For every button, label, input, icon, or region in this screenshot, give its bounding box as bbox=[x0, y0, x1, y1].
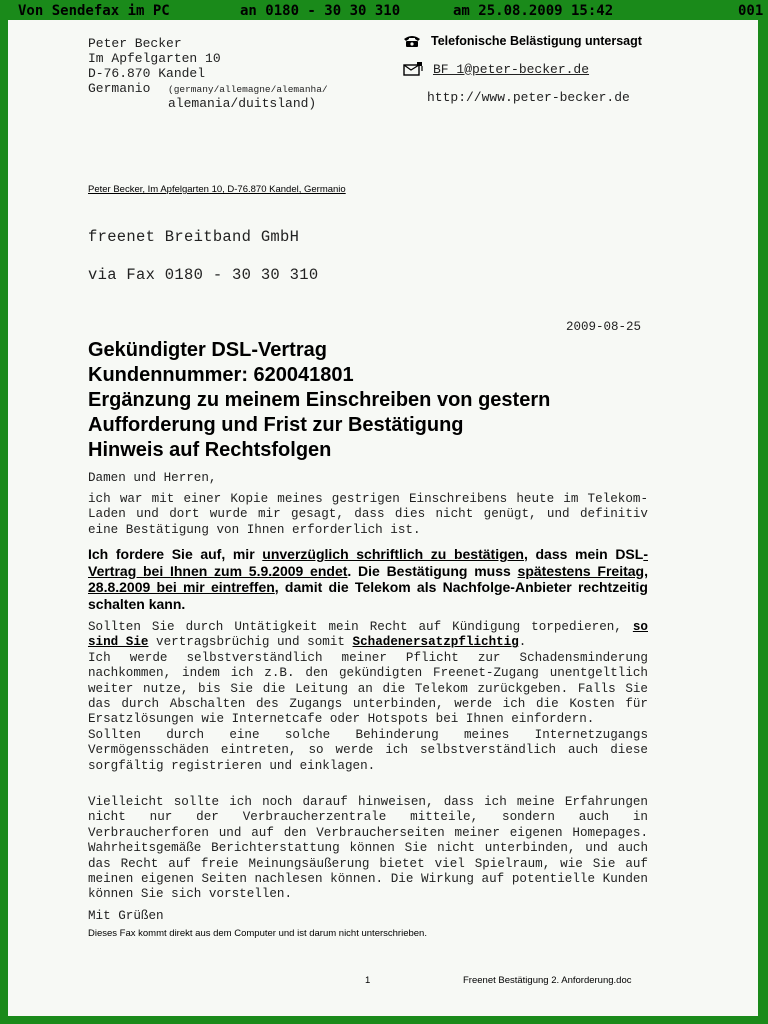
paragraph-3 bbox=[88, 620, 648, 774]
sender-street: Im Apfelgarten 10 bbox=[88, 51, 221, 66]
paragraph-4: Vielleicht sollte ich noch darauf hinweisen, dass ich meine Erfahrungen nicht nur der Verbraucherzentrale mitteile, sondern auch in Verbraucherforen und auf den Verbraucherseiten meiner eigenen Homepages. Wahrheitsgemäße Berichterstattung können Sie nicht unterbinden, und auch das Recht auf freie Meinungsäußerung bietet viel Spielraum, wie Sie auf meinen eigenen Seiten nachlesen können. Die Wirkung auf potentielle Kunden können Sie sich vorstellen. bbox=[88, 795, 648, 902]
subject-line: Hinweis auf Rechtsfolgen bbox=[88, 439, 332, 461]
return-address: Peter Becker, Im Apfelgarten 10, D-76.870 Kandel, Germanio bbox=[88, 184, 346, 195]
website-link[interactable]: http://www.peter-becker.de bbox=[427, 90, 630, 105]
fax-page: 001 bbox=[738, 3, 764, 19]
sender-country-note-2: alemania/duitsland) bbox=[168, 96, 317, 111]
subject-block bbox=[88, 338, 658, 463]
subject-line: Ergänzung zu meinem Einschreiben von gestern bbox=[88, 389, 551, 411]
sender-address bbox=[88, 36, 328, 111]
email-link[interactable]: BF 1@peter-becker.de bbox=[433, 61, 590, 77]
demand-underlined: unverzüglich schriftlich zu bestätigen bbox=[262, 546, 524, 562]
subject-line: Kundennummer: 620041801 bbox=[88, 364, 354, 386]
phone-row bbox=[403, 34, 642, 48]
email-row bbox=[403, 61, 589, 77]
para3-damages: Sollten durch eine solche Behinderung meines Internetzugangs Vermögensschäden eintreten, so werde ich selbstverständlich auch diese sorgfältig registrieren und einklagen. bbox=[88, 727, 648, 773]
para3-emphasis: Schadenersatzpflichtig bbox=[352, 635, 519, 650]
telephone-icon bbox=[403, 34, 421, 48]
fax-mailbox-icon bbox=[403, 61, 423, 77]
recipient-fax: via Fax 0180 - 30 30 310 bbox=[88, 266, 319, 284]
document-filename: Freenet Bestätigung 2. Anforderung.doc bbox=[463, 975, 632, 986]
sender-country-row bbox=[88, 81, 328, 96]
fax-date: am 25.08.2009 15:42 bbox=[453, 3, 614, 19]
demand-text: Ich fordere Sie auf, mir bbox=[88, 546, 263, 562]
page-number: 1 bbox=[365, 975, 371, 986]
demand-deadline: spätestens Freitag, 28.8.2009 bei mir eintreffen bbox=[88, 562, 648, 595]
fax-to: an 0180 - 30 30 310 bbox=[240, 3, 401, 19]
fax-note: Dieses Fax kommt direkt aus dem Computer und ist darum nicht unterschrieben. bbox=[88, 928, 427, 939]
sender-country-note-1: (germany/allemagne/alemanha/ bbox=[168, 84, 328, 95]
demand-text: , dass mein DSL bbox=[523, 546, 644, 562]
demand-paragraph bbox=[88, 546, 648, 612]
recipient-company: freenet Breitband GmbH bbox=[88, 228, 300, 246]
subject-line: Gekündigter DSL-Vertrag bbox=[88, 339, 327, 361]
demand-text: . Die Bestätigung muss bbox=[347, 562, 518, 579]
salutation: Damen und Herren, bbox=[88, 471, 217, 485]
fax-transmission-header bbox=[18, 3, 768, 19]
demand-text: , damit die Telekom als Nachfolge-Anbieter rechtzeitig schalten kann. bbox=[88, 579, 648, 612]
sender-city: D-76.870 Kandel bbox=[88, 66, 206, 81]
subject-line: Aufforderung und Frist zur Bestätigung bbox=[88, 414, 464, 436]
para3-emphasis: so sind Sie bbox=[88, 620, 648, 650]
para3-text: Sollten Sie durch Untätigkeit mein Recht auf Kündigung torpedieren, bbox=[88, 620, 633, 634]
phone-note: Telefonische Belästigung untersagt bbox=[431, 34, 642, 48]
sender-country: Germanio bbox=[88, 81, 151, 96]
para3-text: . bbox=[518, 635, 527, 650]
demand-underlined: -Vertrag bei Ihnen zum 5.9.2009 endet bbox=[88, 546, 648, 579]
para3-text: vertragsbrüchig und somit bbox=[148, 635, 353, 650]
letter-date: 2009-08-25 bbox=[566, 320, 642, 334]
para3-mitigation: Ich werde selbstverständlich meiner Pflicht zur Schadensminderung nachkommen, indem ich z.B. den gekündigten Freenet-Zugang unentgeltlich weiter nutze, bis Sie die Leitung an die Telekom zurückgeben. Falls Sie das durch Abschalten des Zugangs unterbinden, werde ich die Kosten für Ersatzlösungen wie Internetcafe oder Hotspots bei Ihnen einfordern. bbox=[88, 650, 648, 727]
letter-page bbox=[8, 20, 758, 1016]
paragraph-1: ich war mit einer Kopie meines gestrigen Einschreibens heute im Telekom-Laden und dort wurde mir gesagt, dass dies nicht genügt, und definitiv eine Bestätigung von Ihnen erforderlich ist. bbox=[88, 492, 648, 537]
sender-name: Peter Becker bbox=[88, 36, 182, 51]
fax-from: Von Sendefax im PC bbox=[18, 3, 170, 19]
closing: Mit Grüßen bbox=[88, 909, 164, 923]
